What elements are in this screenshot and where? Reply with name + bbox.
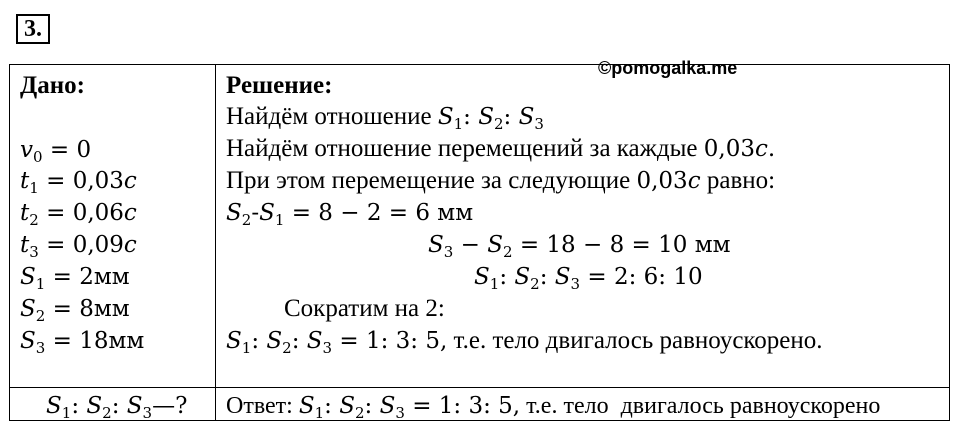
solution-line-2: Найдём отношение перемещений за каждые 0,03c. bbox=[226, 135, 776, 162]
answer-row-divider bbox=[10, 387, 949, 388]
given-s1: $S_1 = 2мм$ bbox=[20, 264, 130, 293]
given-t3: $t_3 = 0,09c$ bbox=[20, 232, 137, 261]
solution-line-5: $S_3 - S_2 = 18 - 8 = 10$ мм bbox=[428, 232, 731, 261]
column-divider bbox=[215, 65, 216, 420]
solution-line-8: $S_1$: $S_2$: $S_3 = 1$: 3: 5, т.е. тело двигалось равноускорено. bbox=[226, 327, 823, 357]
problem-number: 3. bbox=[16, 14, 50, 44]
given-header: Дано: bbox=[20, 72, 85, 99]
given-t2: $t_2 = 0,06c$ bbox=[20, 200, 137, 229]
solution-line-6: $S_1$: $S_2$: $S_3 = 2$: 6: 10 bbox=[474, 264, 703, 293]
given-s3: $S_3 = 18мм$ bbox=[20, 328, 145, 357]
find-value: $S_1$: $S_2$: $S_3—$? bbox=[46, 393, 188, 422]
watermark: ©pomogalka.me bbox=[598, 58, 738, 78]
solution-line-4: $S_2-S_1 = 8 - 2 = 6$ мм bbox=[226, 200, 474, 229]
solution-line-3: При этом перемещение за следующие 0,03c равно: bbox=[226, 167, 776, 194]
solution-line-1: Найдём отношение $S_1$: $S_2$: $S_3$ bbox=[226, 103, 544, 133]
answer-line: Ответ: $S_1$: $S_2$: $S_3 = 1$: 3: 5, т.е. тело двигалось равноускорено bbox=[226, 393, 881, 422]
given-v0: $v_0 = 0$ bbox=[20, 137, 92, 166]
solution-header: Решение: bbox=[226, 72, 333, 99]
solution-line-7: Сократим на 2: bbox=[284, 295, 445, 322]
given-t1: $t_1 = 0,03c$ bbox=[20, 168, 137, 197]
given-s2: $S_2 = 8мм$ bbox=[20, 296, 130, 325]
